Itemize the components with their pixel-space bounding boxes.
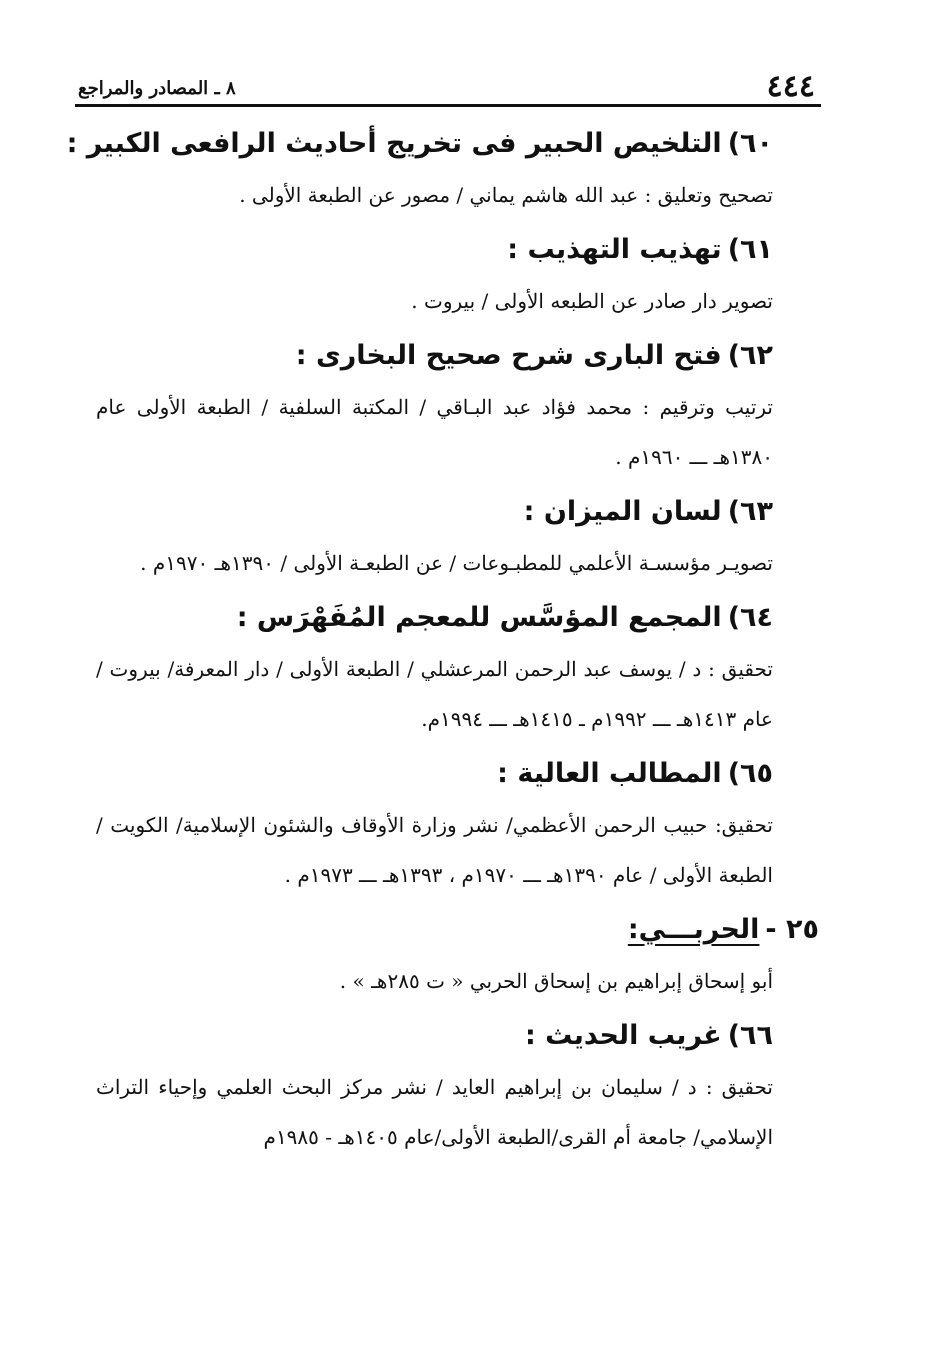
entry-details: تحقيق: حبيب الرحمن الأعظمي/ نشر وزارة الأوقاف والشئون الإسلامية/ الكويت / الطبعة الأولى / عام ١٣٩٠هـ ـــ ١٩٧٠م ، ١٣٩٣هـ ـــ ١٩٧٣م . (96, 813, 773, 887)
reference-entry-64 (96, 592, 773, 744)
header-rule (75, 104, 821, 107)
page-number: ٤٤٤ (766, 69, 815, 104)
author-number: ٢٥ - (765, 914, 819, 945)
author-heading (96, 904, 819, 956)
entry-title: التلخيص الحبير فى تخريج أحاديث الرافعى الكبير : (66, 128, 722, 159)
reference-entry-66 (96, 1010, 773, 1162)
entry-details: تحقيق : د / سليمان بن إبراهيم العايد / نشر مركز البحث العلمي وإحياء التراث الإسلامي/ جامعة أم القرى/الطبعة الأولى/عام ١٤٠٥هـ - ١٩٨٥م (96, 1075, 773, 1149)
entry-heading (96, 592, 773, 644)
entry-number: ٦٦) (727, 1020, 773, 1051)
entry-number: ٦٥) (727, 758, 773, 789)
entry-heading (96, 748, 773, 800)
reference-entry-65 (96, 748, 773, 900)
reference-entry-60 (66, 118, 773, 220)
entry-title: تهذيب التهذيب : (507, 234, 722, 265)
author-section (96, 904, 819, 1006)
entry-title: لسان الميزان : (523, 496, 722, 527)
entry-heading (96, 1010, 773, 1062)
entry-details: تصوير دار صادر عن الطبعه الأولى / بيروت . (411, 289, 773, 313)
entry-title: غريب الحديث : (524, 1020, 722, 1051)
entry-details: تحقيق : د / يوسف عبد الرحمن المرعشلي / الطبعة الأولى / دار المعرفة/ بيروت / عام ١٤١٣هـ ـــ ١٩٩٢م ـ ١٤١٥هـ ـــ ١٩٩٤م. (96, 657, 773, 731)
author-name: الحربـــي: (627, 914, 760, 945)
entry-number: ٦٤) (727, 602, 773, 633)
entry-number: ٦٠) (727, 128, 773, 159)
entry-number: ٦٢) (727, 340, 773, 371)
entry-heading (96, 330, 773, 382)
reference-entry-62 (96, 330, 773, 482)
entry-number: ٦٣) (727, 496, 773, 527)
running-head (78, 58, 815, 102)
reference-entry-63 (96, 486, 773, 588)
entry-title: فتح البارى شرح صحيح البخارى : (295, 340, 722, 371)
entry-details: تصويـر مؤسسـة الأعلمي للمطبـوعات / عن الطبعـة الأولى / ١٣٩٠هـ ١٩٧٠م . (140, 551, 773, 575)
references-list (66, 118, 819, 1166)
entry-heading (96, 486, 773, 538)
entry-title: المطالب العالية : (497, 758, 722, 789)
entry-details: تصحيح وتعليق : عبد الله هاشم يماني / مصور عن الطبعة الأولى . (239, 183, 773, 207)
entry-title: المجمع المؤسَّس للمعجم المُفَهْرَس : (236, 602, 722, 633)
entry-heading (96, 224, 773, 276)
author-details: أبو إسحاق إبراهيم بن إسحاق الحربي « ت ٢٨٥هـ » . (339, 969, 773, 993)
entry-details: ترتيب وترقيم : محمد فؤاد عبد البـاقي / المكتبة السلفية / الطبعة الأولى عام ١٣٨٠هـ ـــ ١٩٦٠م . (96, 395, 773, 469)
chapter-title: ٨ ـ المصادر والمراجع (78, 78, 236, 99)
reference-entry-61 (96, 224, 773, 326)
entry-number: ٦١) (727, 234, 773, 265)
entry-heading (66, 118, 773, 170)
